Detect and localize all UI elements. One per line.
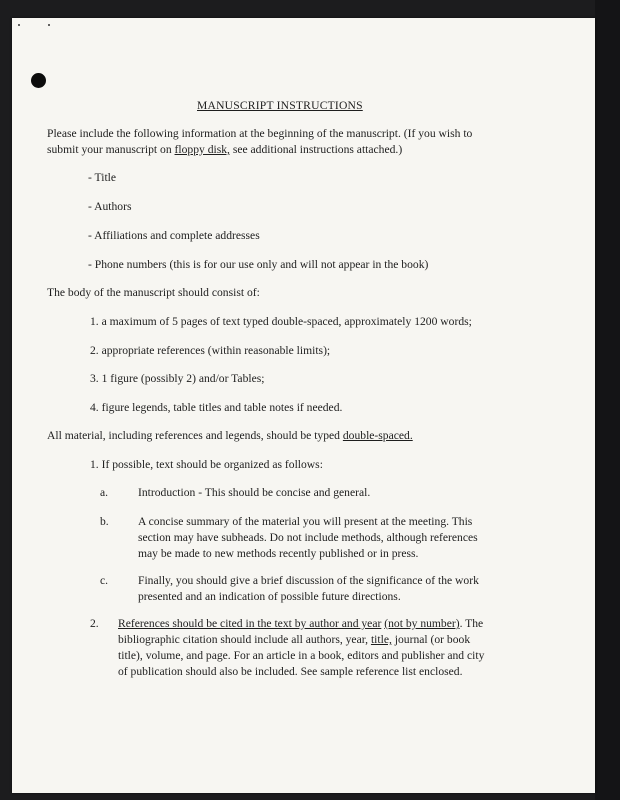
point-1b-label: b.: [100, 515, 109, 528]
point-1a-label: a.: [100, 486, 109, 499]
body-intro: The body of the manuscript should consist of:: [47, 286, 260, 299]
intro-line-1: Please include the following information at the beginning of the manuscript. (If you wish to: [47, 127, 473, 140]
info-item-title: - Title: [88, 171, 117, 184]
point-1c-line-2: presented and an indication of possible future directions.: [138, 590, 401, 603]
body-item-3: 3. 1 figure (possibly 2) and/or Tables;: [90, 372, 265, 385]
speck: [18, 24, 20, 26]
point-2-line-4: of publication should also be included. See sample reference list enclosed.: [118, 665, 463, 678]
info-item-affiliations: - Affiliations and complete addresses: [88, 229, 260, 242]
body-item-1: 1. a maximum of 5 pages of text typed double-spaced, approximately 1200 words;: [90, 315, 472, 328]
page-title: MANUSCRIPT INSTRUCTIONS: [197, 99, 363, 112]
info-item-authors: - Authors: [88, 200, 132, 213]
info-item-phone: - Phone numbers (this is for our use only and will not appear in the book): [88, 258, 429, 271]
title-text: title,: [370, 633, 392, 646]
scan-edge: [595, 0, 620, 800]
floppy-disk-text: floppy disk,: [174, 143, 230, 156]
point-1b-line-2: section may have subheads. Do not include methods, although references: [138, 531, 478, 544]
document-page: [12, 18, 595, 793]
not-by-number-text: (not by number): [384, 617, 460, 630]
intro-line-2: submit your manuscript on floppy disk, see additional instructions attached.): [47, 143, 403, 156]
point-1-label: 1. If possible, text should be organized as follows:: [90, 458, 323, 471]
double-spaced-text: double-spaced.: [342, 429, 413, 442]
point-2-line-3: title), volume, and page. For an article in a book, editors and publisher and city: [118, 649, 485, 662]
point-1c-line-1: Finally, you should give a brief discussion of the significance of the work: [138, 574, 479, 587]
point-2-label: 2.: [90, 617, 99, 630]
point-1a-text: Introduction - This should be concise and general.: [138, 486, 371, 499]
point-1c-label: c.: [100, 574, 109, 587]
references-cited-text: References should be cited in the text by author and year: [118, 617, 382, 630]
all-material-line: All material, including references and legends, should be typed double-spaced.: [47, 429, 413, 442]
point-2-line-2: bibliographic citation should include all authors, year, title, journal (or book: [118, 633, 471, 646]
point-1b-line-3: may be made to new methods recently published or in press.: [138, 547, 419, 560]
punch-hole: [31, 73, 46, 88]
speck: [48, 24, 50, 26]
point-2-line-1: References should be cited in the text by author and year (not by number). The: [118, 617, 484, 630]
body-item-2: 2. appropriate references (within reasonable limits);: [90, 344, 331, 357]
body-item-4: 4. figure legends, table titles and table notes if needed.: [90, 401, 343, 414]
point-1b-line-1: A concise summary of the material you will present at the meeting. This: [138, 515, 473, 528]
